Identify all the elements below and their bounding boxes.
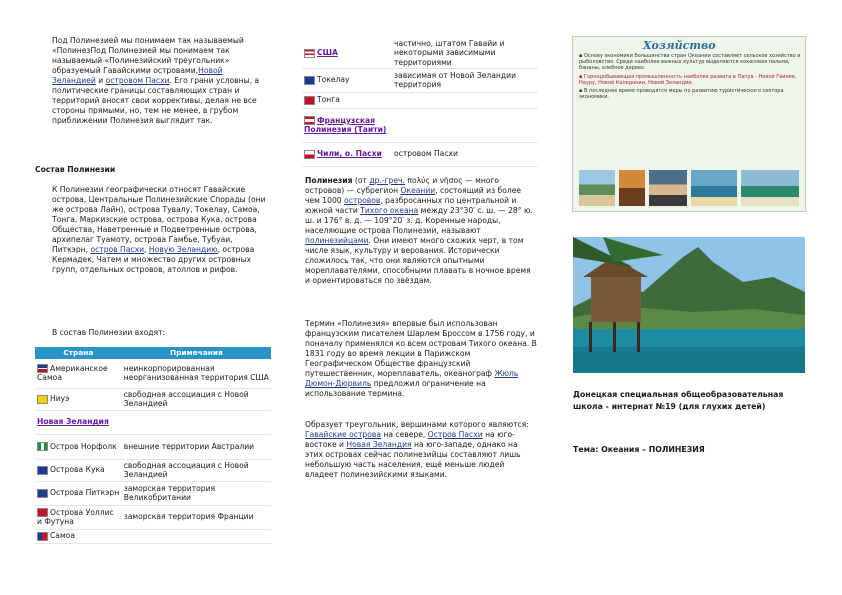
text-span: на юго-востоке и	[305, 430, 515, 449]
term-history-paragraph	[305, 319, 537, 399]
lagoon-photo	[573, 237, 805, 373]
slide-bullet: ▪ Основу экономики большинства стран Океании составляет сельское хозяйство и рыболовство. Среди наиболее важных культур выделяются кокосовая пальма, бананы, хлебное дерево.	[579, 53, 801, 72]
text-span: , разбросанных по центральной и южной части	[305, 196, 517, 215]
slide-bullet-text: Горнодобывающая промышленность наиболее развита в Папуа - Новой Гвинее, Науру, Новой Каледонии, Новой Зеландии.	[579, 73, 797, 86]
country-name: Токелау	[317, 75, 350, 85]
new-zealand-link-3[interactable]: Новая Зеландия	[346, 440, 412, 449]
slide-bullet-text: В последнее время проводятся меры по развитию туристического сектора экономики.	[579, 88, 784, 101]
table-intro: В состав Полинезии входят:	[52, 328, 166, 337]
country-name: Остров Норфолк	[50, 441, 117, 451]
slide-title: Хозяйство	[643, 39, 716, 52]
country-note: островом Пасхи	[392, 142, 538, 166]
term-polynesia: Полинезия	[305, 176, 353, 185]
text-span: на юго-западе, однако на этих островах сейчас полинезийцы составляют лишь небольшую часть населения, ещё меньше людей владеет полинезийскими языками.	[305, 440, 521, 479]
country-name: Острова Уоллис и Футуна	[37, 507, 114, 526]
table-row	[302, 108, 538, 142]
intro-text: Под Полинезией мы понимаем так называемый «ПолинезПод Полинезией мы понимаем так называемый «Полинезийский треугольник» образуемый Гавайскими островами,	[52, 36, 244, 75]
table-row	[35, 359, 271, 388]
polynesians-link[interactable]: полинезийцами	[305, 236, 369, 245]
topic: Тема: Океания – ПОЛИНЕЗИЯ	[573, 445, 705, 454]
table-row	[35, 505, 271, 529]
table-row	[35, 459, 271, 481]
greek-link[interactable]: др.-греч.	[369, 176, 405, 185]
composition-comma: ,	[144, 245, 147, 254]
economy-slide	[572, 36, 806, 212]
country-note	[392, 108, 538, 142]
country-note: свободная ассоциация с Новой Зеландией	[122, 459, 271, 481]
new-zealand-link-2[interactable]: Новую Зеландию	[148, 245, 218, 254]
oceania-link[interactable]: Океании	[400, 186, 436, 195]
slide-photo-2	[619, 170, 645, 206]
text-span: , состоящий из более чем 1000	[305, 186, 522, 205]
table-row	[35, 529, 271, 543]
country-link[interactable]: США	[317, 48, 338, 57]
slide-bullet: ▪ Горнодобывающая промышленность наиболее развита в Папуа - Новой Гвинее, Науру, Новой Каледонии, Новой Зеландии.	[579, 73, 797, 86]
text-span: Термин «Полинезия» впервые был использован французским писателем Шарлем Броссом в 1756 году, и поначалу применялся ко всем островам Тихого океана. В 1831 году во время лекции в Парижском Географическом Обществе французский путешественник, мореплаватель, океанограф	[305, 319, 537, 378]
table-row	[302, 92, 538, 108]
intro-rest: . Его грани условны, а политические границы составляющих стран и территорий вносят свои коррективы, делая не все стороны прямыми, но, тем не менее, в грубом приближении Полинезия выглядит так.	[52, 76, 260, 125]
table-row	[35, 434, 271, 459]
flag-icon	[304, 116, 315, 125]
islands-link[interactable]: островов	[344, 196, 381, 205]
country-note: неинкорпорированная неорганизованная территория США	[122, 359, 271, 388]
country-note	[122, 410, 271, 434]
header-notes: Примечания	[122, 347, 271, 359]
text-span: πολύς и νῆσος — много островов) — субрегион	[305, 176, 500, 195]
easter-island-link[interactable]: островом Пасхи	[105, 76, 170, 85]
country-name: Острова Питкэрн	[50, 488, 120, 498]
hawaii-link[interactable]: Гавайские острова	[305, 430, 381, 439]
triangle-paragraph	[305, 420, 537, 480]
flag-icon	[37, 532, 48, 541]
flag-icon	[37, 489, 48, 498]
flag-icon	[304, 150, 315, 159]
easter-island-link-2[interactable]: остров Пасхи	[90, 245, 145, 254]
flag-icon	[304, 96, 315, 105]
flag-icon	[37, 395, 48, 404]
pacific-link[interactable]: Тихого океана	[360, 206, 419, 215]
slide-photo-1	[579, 170, 615, 206]
text-span: предложил ограничение на использование термина.	[305, 379, 486, 398]
dumont-durville-link[interactable]: Жюль Дюмон-Дюрвиль	[305, 369, 519, 388]
new-zealand-link[interactable]: Новой Зеландией	[52, 66, 223, 85]
slide-photo-5	[741, 170, 799, 206]
table-row	[35, 481, 271, 505]
country-link[interactable]: Французская Полинезия (Таити)	[304, 115, 387, 134]
intro-paragraph	[52, 36, 268, 126]
slide-photo-3	[649, 170, 687, 206]
slide-bullet-text: Основу экономики большинства стран Океании составляет сельское хозяйство и рыболовство. Среди наиболее важных культур выделяются кокосовая пальма, бананы, хлебное дерево.	[579, 53, 801, 72]
country-note	[122, 529, 271, 543]
school-name: Донецкая специальная общеобразовательная школа - интернат №19 (для глухих детей)	[573, 390, 784, 411]
country-note: внешние территории Австралии	[122, 434, 271, 459]
composition-paragraph	[52, 185, 270, 275]
flag-icon	[37, 442, 48, 451]
slide-photo-4	[691, 170, 737, 206]
table-row	[35, 388, 271, 410]
table-row	[302, 38, 538, 68]
text-span: . Они имеют много схожих черт, в том числе язык, культуру и верования. Исторически сложилось так, что они являются опытными мореплавателями, способными плавать в ночное время и ориентироваться по звёздам.	[305, 236, 531, 285]
slide-bullet: ▪ В последнее время проводятся меры по развитию туристического сектора экономики.	[579, 88, 784, 101]
country-note: свободная ассоциация с Новой Зеландией	[122, 388, 271, 410]
country-name: Тонга	[317, 95, 340, 105]
text-span: между 23°30′ с. ш. — 28° ю. ш. и 176° в. д. — 109°20′ з. д. Коренные народы, населяющие острова Полинезии, называют	[305, 206, 533, 235]
country-note: зависимая от Новой Зеландии территория	[392, 68, 538, 92]
country-name: Американское Самоа	[37, 363, 108, 383]
country-name: Ниуэ	[50, 394, 70, 404]
text-span: (от	[352, 176, 370, 185]
intro-and: и	[95, 76, 106, 85]
slide-bullets	[579, 53, 801, 100]
flag-icon	[37, 508, 48, 517]
flag-icon	[304, 49, 315, 58]
text-span: Образует треугольник, вершинами которого являются:	[305, 420, 529, 429]
composition-text-end: , острова Кермадек, Чатем и множество других островных групп, отдельных островов, атоллов и рифов.	[52, 245, 255, 274]
easter-island-link-3[interactable]: Остров Пасхи	[427, 430, 483, 439]
text-span: на севере,	[380, 430, 428, 439]
flag-icon	[304, 76, 315, 85]
country-note: заморская территория Великобритании	[122, 481, 271, 505]
section-title: Состав Полинезии	[35, 165, 116, 174]
table-row	[35, 410, 271, 434]
country-link[interactable]: Чили, о. Пасхи	[317, 149, 382, 159]
country-note: частично, штатом Гавайи и некоторыми зависимыми территориями	[392, 38, 538, 68]
country-name: Самоа	[50, 531, 75, 541]
country-name: Острова Кука	[50, 465, 105, 475]
country-note	[392, 92, 538, 108]
flag-icon	[37, 466, 48, 475]
table-row	[302, 68, 538, 92]
table-row	[302, 142, 538, 166]
country-note: заморская территория Франции	[122, 505, 271, 529]
header-country: Страна	[35, 347, 122, 359]
country-link[interactable]: Новая Зеландия	[37, 417, 109, 427]
countries-table	[35, 347, 271, 544]
countries-table-continued	[302, 38, 538, 167]
flag-icon	[37, 364, 48, 373]
definition-paragraph	[305, 176, 537, 286]
lagoon-illustration	[573, 237, 805, 373]
composition-text: К Полинезии географически относят Гавайские острова, Центральные Полинезийские Спорады (они же острова Лайн), острова Тувалу, Токелау, Самоа, Тонга, Маркизские острова, острова Кука, острова Общества, Наветренные и Подветренные острова, архипелаг Туамоту, острова Гамбье, Тубуаи, Питкэрн,	[52, 185, 266, 254]
